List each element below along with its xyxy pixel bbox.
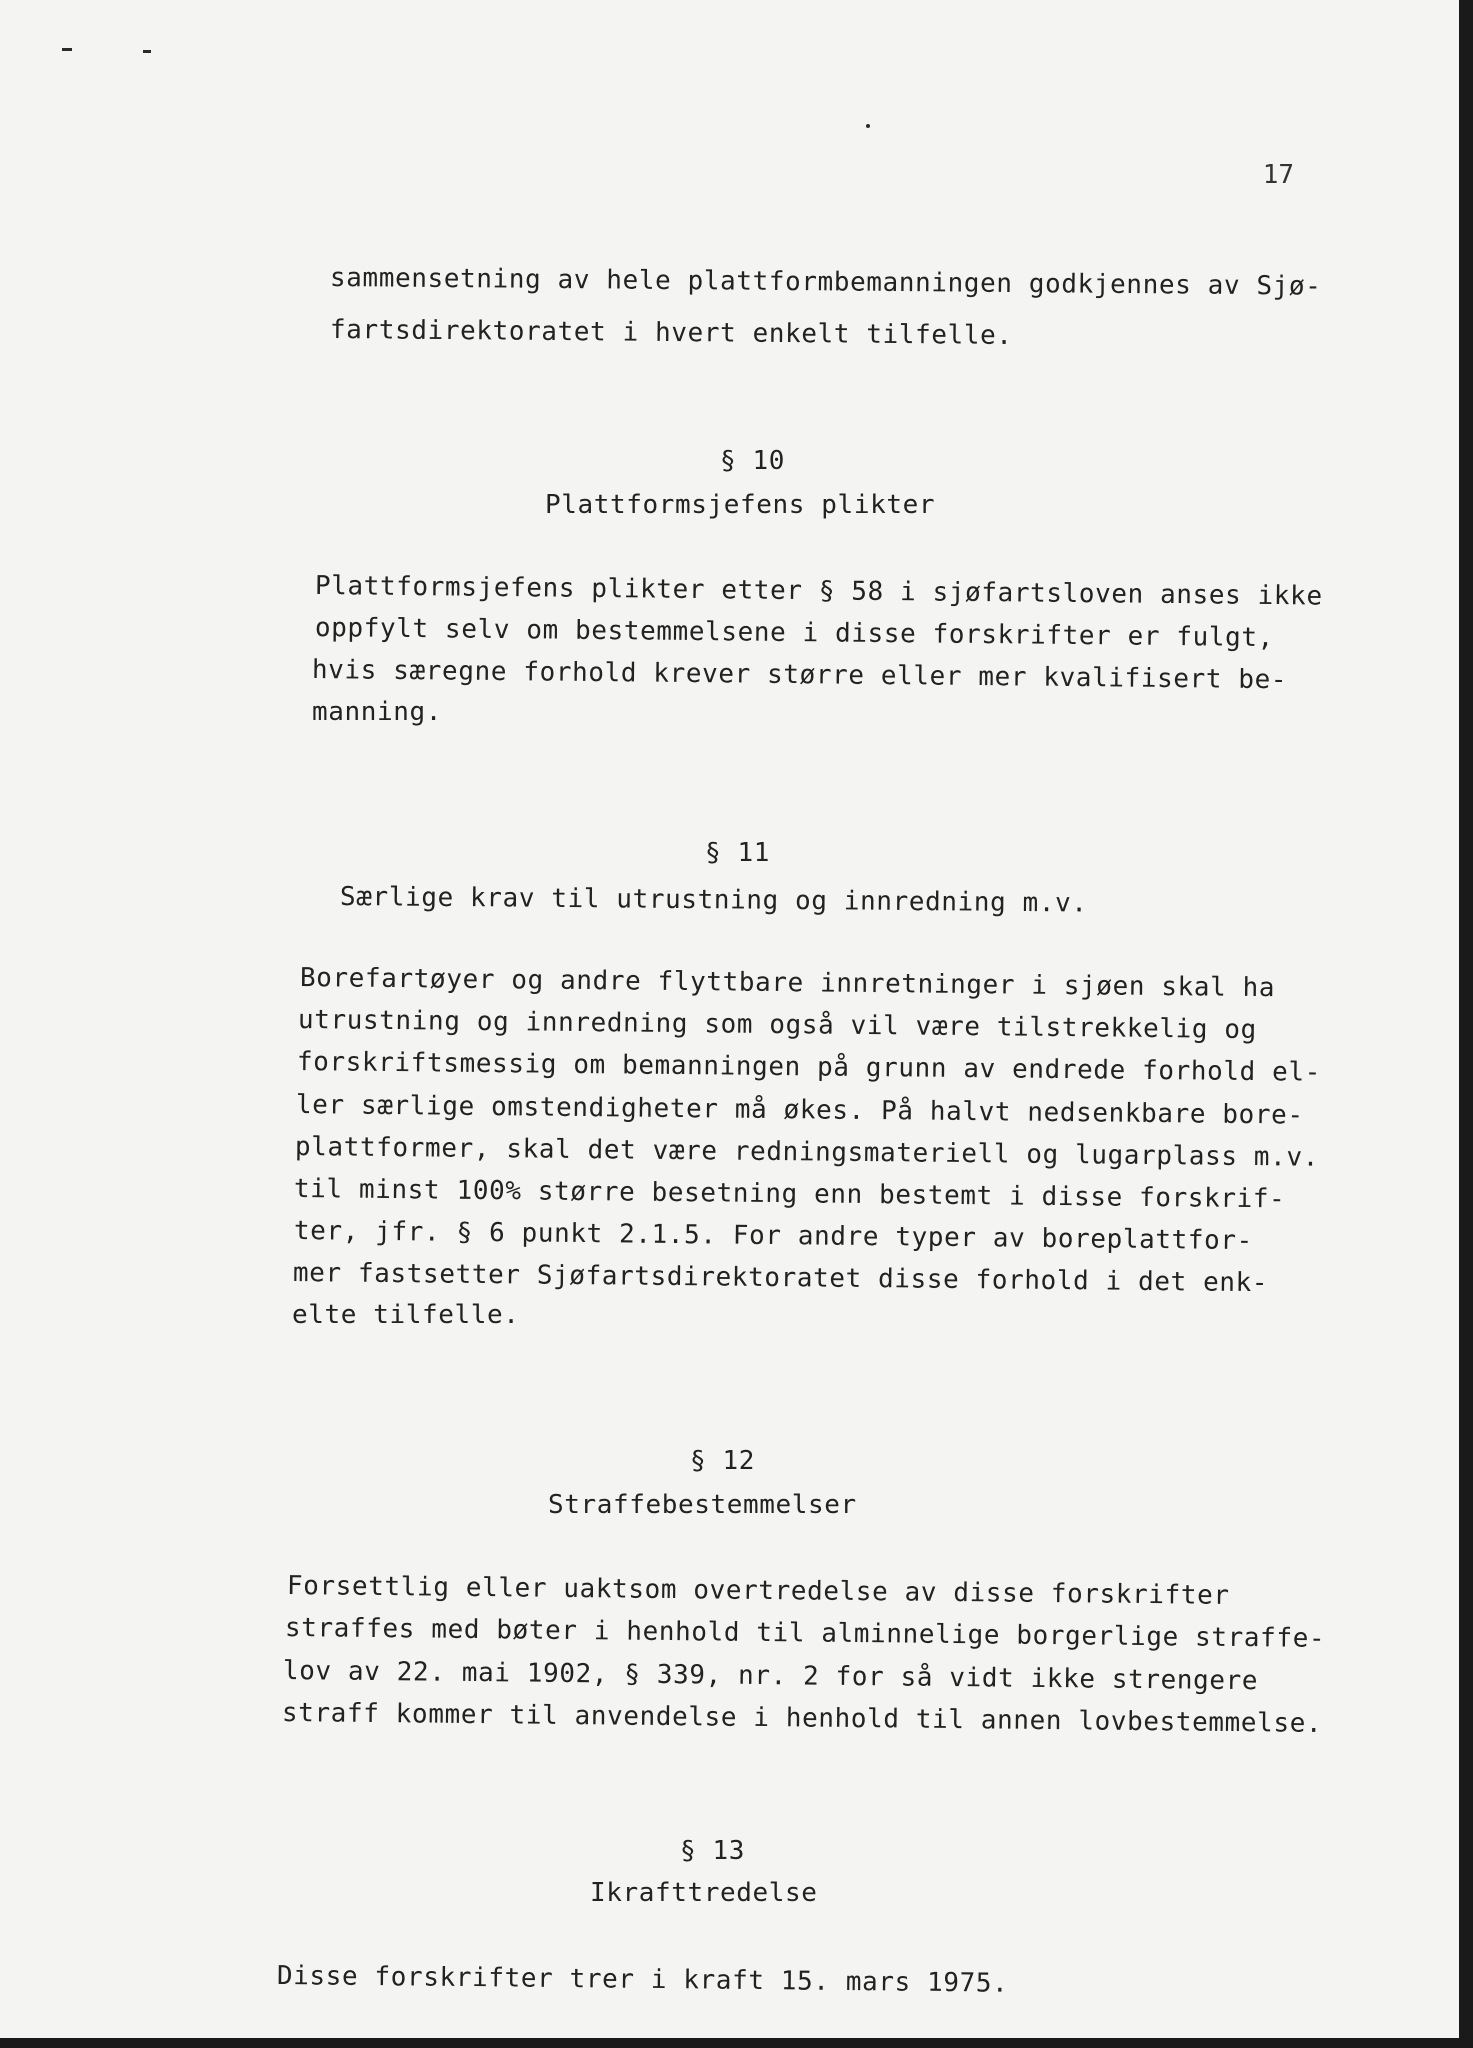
body-line: ler særlige omstendigheter må økes. På halvt nedsenkbare bore- (295, 1090, 1304, 1131)
scan-mark (866, 124, 870, 128)
section-number: § 13 (680, 1836, 746, 1866)
section-number: § 10 (720, 446, 786, 476)
section-title: Særlige krav til utrustning og innredning m.v. (339, 882, 1088, 919)
body-line: utrustning og innredning som også vil være tilstrekkelig og (297, 1005, 1258, 1046)
body-line: mer fastsetter Sjøfartsdirektoratet disse forhold i det enk- (292, 1258, 1269, 1299)
section-number: § 11 (705, 838, 771, 868)
scan-mark (143, 50, 151, 53)
body-line: Disse forskrifter trer i kraft 15. mars 1975. (276, 1961, 1009, 1999)
page-number: 17 (1262, 160, 1294, 190)
scan-mark (62, 48, 72, 51)
body-line: manning. (312, 697, 443, 727)
body-line: straffes med bøter i henhold til alminnelige borgerlige straffe- (284, 1613, 1326, 1654)
section-title: Ikrafttredelse (590, 1878, 818, 1908)
body-line: forskriftsmessig om bemanningen på grunn av endrede forhold el- (296, 1047, 1322, 1088)
body-line: lov av 22. mai 1902, § 339, nr. 2 for så vidt ikke strengere (282, 1656, 1259, 1697)
section-title: Plattformsjefens plikter (545, 490, 936, 520)
body-line: Forsettlig eller uaktsom overtredelse av disse forskrifter (286, 1571, 1230, 1611)
section-title: Straffebestemmelser (548, 1490, 857, 1520)
body-line: straff kommer til anvendelse i henhold til annen lovbestemmelse. (281, 1698, 1323, 1739)
body-line: plattformer, skal det være redningsmateriell og lugarplass m.v. (294, 1132, 1320, 1173)
body-line: oppfylt selv om bestemmelsene i disse forskrifter er fulgt, (314, 613, 1275, 654)
body-line: Borefartøyer og andre flyttbare innretninger i sjøen skal ha (299, 963, 1276, 1004)
section-number: § 12 (690, 1446, 756, 1476)
body-line: hvis særegne forhold krever større eller mer kvalifisert be- (311, 655, 1288, 696)
body-line: Plattformsjefens plikter etter § 58 i sjøfartsloven anses ikke (314, 571, 1323, 612)
body-line: ter, jfr. § 6 punkt 2.1.5. For andre typer av boreplattfor- (293, 1216, 1254, 1257)
body-line: til minst 100% større besetning enn bestemt i disse forskrif- (293, 1174, 1286, 1215)
intro-line: fartsdirektoratet i hvert enkelt tilfelle. (329, 315, 1013, 351)
body-line: elte tilfelle. (292, 1300, 520, 1330)
intro-line: sammensetning av hele plattformbemanningen godkjennes av Sjø- (329, 263, 1322, 302)
